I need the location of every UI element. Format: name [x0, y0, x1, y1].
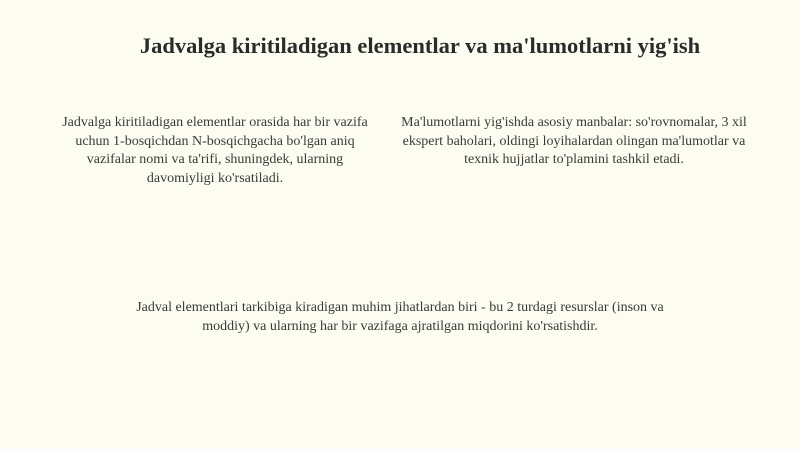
bottom-paragraph: Jadval elementlari tarkibiga kiradigan muhim jihatlardan biri - bu 2 turdagi resurslar (inson va moddiy) va ularning har bir vazifaga ajratilgan miqdorini ko'rsatishdir. [136, 300, 664, 334]
right-paragraph: Ma'lumotlarni yig'ishda asosiy manbalar: so'rovnomalar, 3 xil ekspert baholari, oldingi loyihalardan olingan ma'lumotlar va texnik hujjatlar to'plamini tashkil etadi. [401, 115, 747, 167]
left-paragraph: Jadvalga kiritiladigan elementlar orasida har bir vazifa uchun 1-bosqichdan N-bosqichgacha bo'lgan aniq vazifalar nomi va ta'rifi, shuningdek, ularning davomiyligi ko'rsatiladi. [62, 115, 368, 186]
slide-title: Jadvalga kiritiladigan elementlar va ma'lumotlarni yig'ish [139, 33, 701, 58]
